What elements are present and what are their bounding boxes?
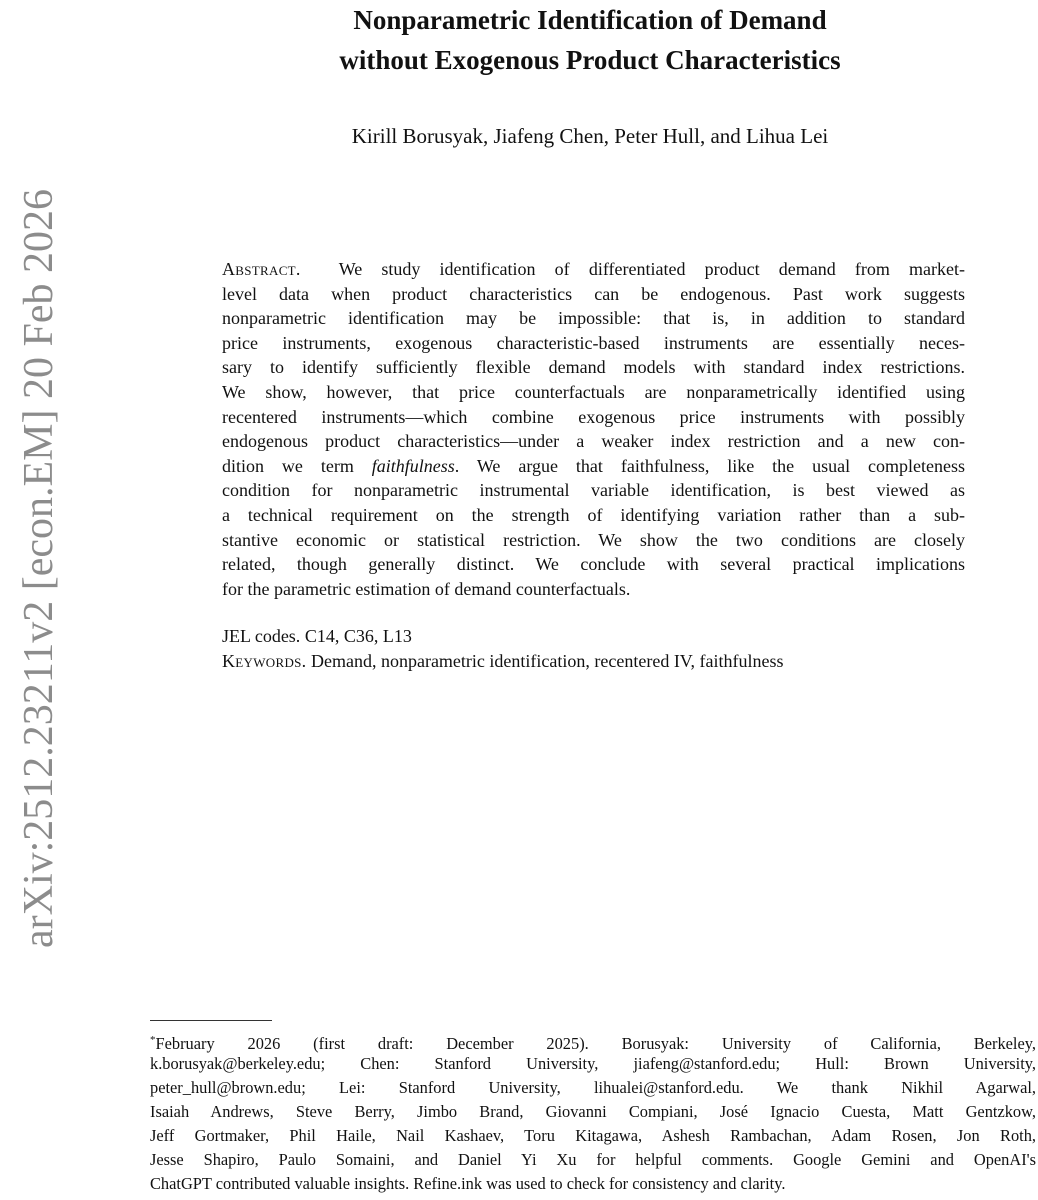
abstract-text: We study identification of differentiated product demand from market- — [338, 259, 965, 279]
abstract-text: . We argue that faithfulness, like the usual completeness — [454, 455, 965, 476]
jel-codes — [222, 624, 783, 649]
title-footnote — [150, 1028, 1036, 1196]
abstract-line — [222, 454, 965, 479]
abstract — [222, 257, 965, 601]
footnote-marker: * — [150, 1034, 156, 1046]
abstract-text: dition we term — [222, 455, 372, 476]
faithfulness-term: faithfulness — [371, 455, 455, 476]
paper-title-line-1: Nonparametric Identification of Demand — [353, 5, 827, 35]
jel-value: C14, C36, L13 — [304, 626, 412, 646]
abstract-line: for the parametric estimation of demand counterfactuals. — [222, 578, 631, 599]
abstract-line — [222, 257, 965, 282]
abstract-line: endogenous product characteristics—under a weaker index restriction and a new con- — [222, 431, 965, 452]
abstract-line: We show, however, that price counterfactuals are nonparametrically identified using — [222, 381, 965, 402]
arxiv-identifier-stamp: arXiv:2512.23211v2 [econ.EM] 20 Feb 2026 — [16, 189, 62, 948]
keywords-value: Demand, nonparametric identification, recentered IV, faithfulness — [310, 650, 784, 671]
footnote-line: Jesse Shapiro, Paulo Somaini, and Daniel Yi Xu for helpful comments. Google Gemini and OpenAI's — [150, 1150, 1036, 1169]
abstract-line: related, though generally distinct. We conclude with several practical implications — [222, 554, 965, 575]
footnote-line: ChatGPT contributed valuable insights. Refine.ink was used to check for consistency and clarity. — [150, 1174, 786, 1193]
keywords — [222, 649, 783, 674]
paper-metadata — [222, 624, 783, 673]
footnote-divider — [150, 1020, 272, 1021]
paper-title — [150, 0, 1030, 80]
footnote-line: k.borusyak@berkeley.edu; Chen: Stanford University, jiafeng@stanford.edu; Hull: Brown University, — [150, 1054, 1036, 1073]
abstract-line: sary to identify sufficiently flexible demand models with standard index restrictions. — [222, 357, 965, 378]
footnote-line: peter_hull@brown.edu; Lei: Stanford University, lihualei@stanford.edu. We thank Nikhil Agarwal, — [150, 1078, 1036, 1097]
abstract-line: condition for nonparametric instrumental variable identification, is best viewed as — [222, 480, 965, 501]
footnote-line: Jeff Gortmaker, Phil Haile, Nail Kashaev, Toru Kitagawa, Ashesh Rambachan, Adam Rosen, Jon Roth, — [150, 1126, 1036, 1145]
abstract-line: price instruments, exogenous characteristic-based instruments are essentially neces- — [222, 332, 965, 353]
abstract-line: a technical requirement on the strength of identifying variation rather than a sub- — [222, 504, 965, 525]
abstract-line: stantive economic or statistical restriction. We show the two conditions are closely — [222, 529, 965, 550]
footnote-text: February 2026 (first draft: December 2025). Borusyak: University of California, Berkeley, — [155, 1034, 1036, 1053]
abstract-line: nonparametric identification may be impossible: that is, in addition to standard — [222, 308, 965, 329]
abstract-label: Abstract. — [222, 259, 301, 279]
abstract-line: level data when product characteristics can be endogenous. Past work suggests — [222, 283, 965, 304]
paper-title-line-2: without Exogenous Product Characteristics — [339, 45, 841, 75]
footnote-line: Isaiah Andrews, Steve Berry, Jimbo Brand, Giovanni Compiani, José Ignacio Cuesta, Matt Gentzkow, — [150, 1102, 1036, 1121]
abstract-line: recentered instruments—which combine exogenous price instruments with possibly — [222, 406, 965, 427]
jel-label: JEL codes. — [222, 626, 301, 646]
footnote-line — [150, 1028, 1036, 1052]
author-list: Kirill Borusyak, Jiafeng Chen, Peter Hull, and Lihua Lei — [351, 124, 829, 148]
keywords-label: Keywords. — [222, 650, 307, 671]
